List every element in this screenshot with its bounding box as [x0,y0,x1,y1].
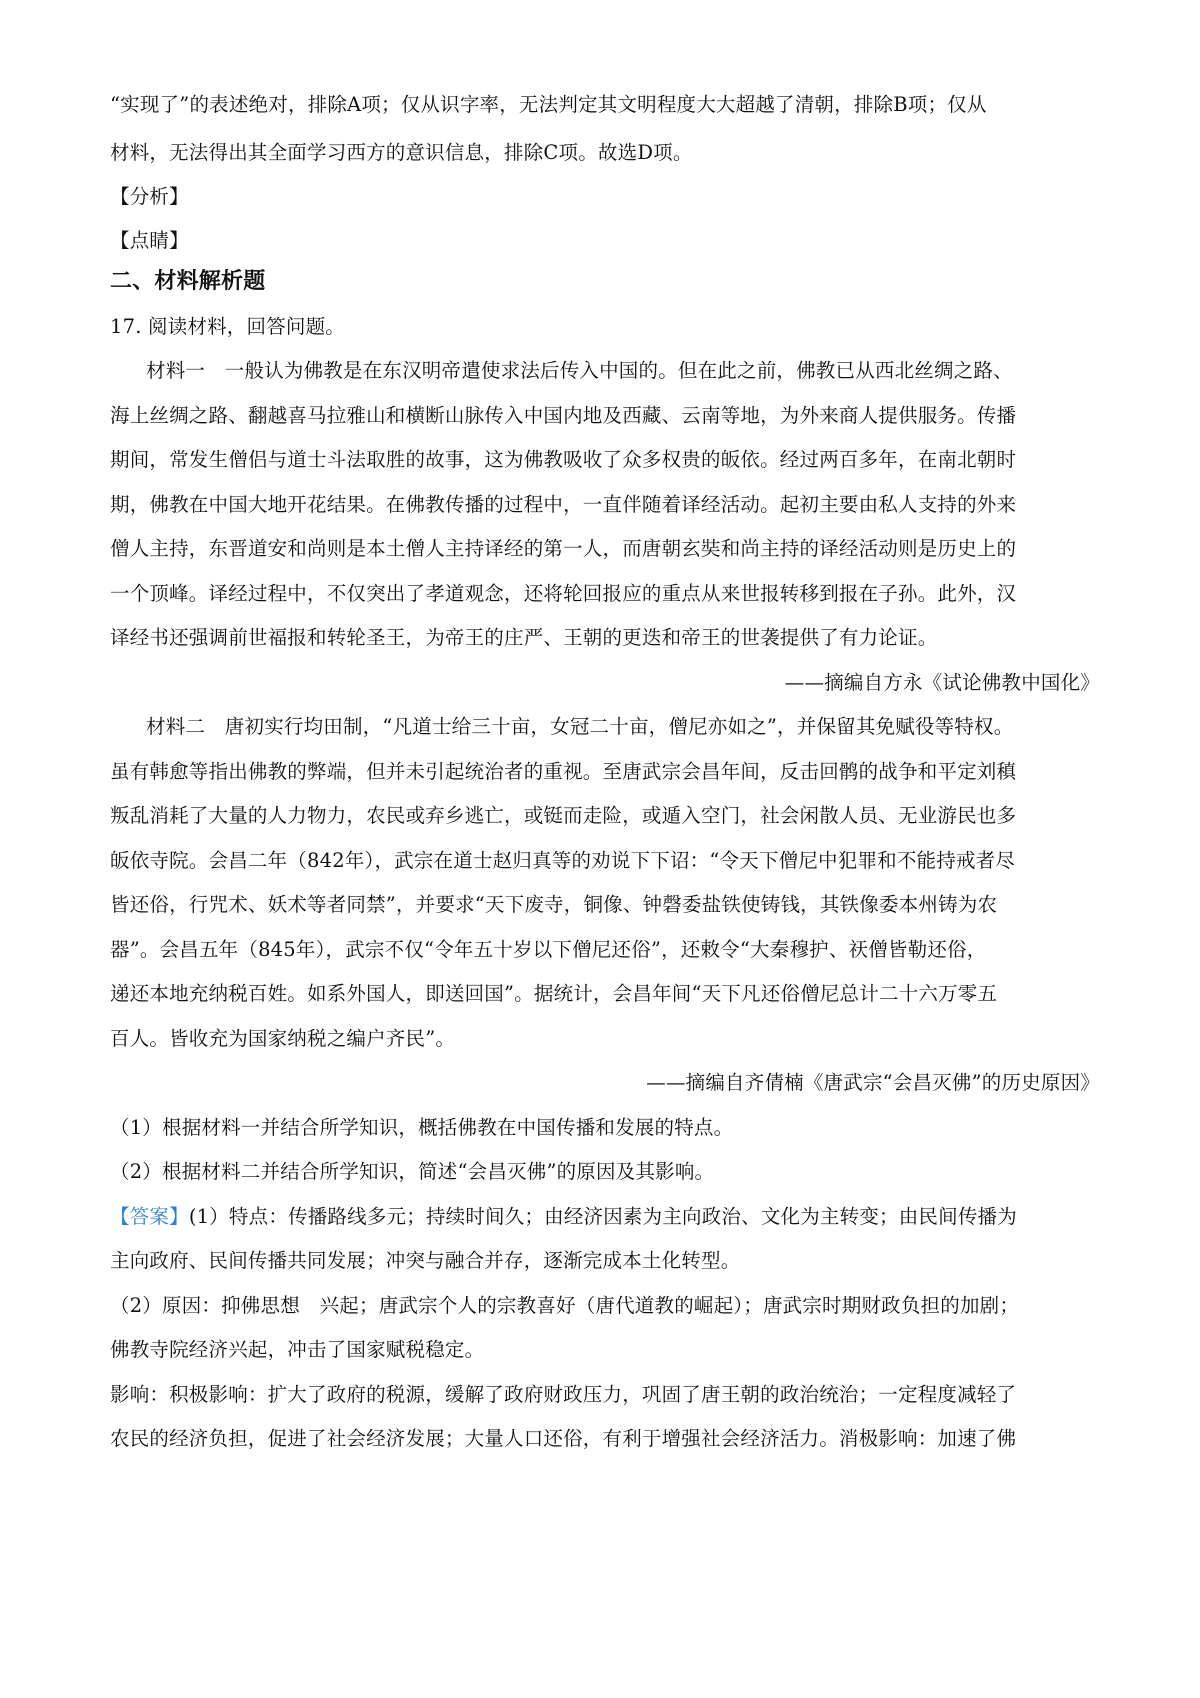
material-1-line-3: 期间，常发生僧侣与道士斗法取胜的故事，这为佛教吸收了众多权贵的皈依。经过两百多年，在南北朝时 [110,448,1017,471]
material-1-source: ——摘编自方永《试论佛教中国化》 [784,671,1100,694]
material-1-line-4: 期，佛教在中国大地开花结果。在佛教传播的过程中，一直伴随着译经活动。起初主要由私人支持的外来 [110,493,1017,516]
answer-tag: 【答案】 [110,1205,189,1228]
material-2-source: ——摘编自齐倩楠《唐武宗“会昌灭佛”的历史原因》 [646,1071,1100,1094]
analysis-label: 【分析】 [110,185,189,208]
material-2-line-3: 叛乱消耗了大量的人力物力，农民或弃乡逃亡，或铤而走险，或遁入空门，社会闲散人员、无业游民也多 [110,804,1017,827]
prev-answer-line-1: “实现了”的表述绝对，排除A项；仅从识字率，无法判定其文明程度大大超越了清朝，排除B项；仅从 [110,93,987,116]
section-title: 二、材料解析题 [110,269,266,294]
material-2-line-1: 材料二 唐初实行均田制，“凡道士给三十亩，女冠二十亩，僧尼亦如之”，并保留其免赋役等特权。 [146,715,1014,738]
material-2-line-8: 百人。皆收充为国家纳税之编户齐民”。 [110,1027,456,1050]
pointer-label: 【点睛】 [110,229,189,252]
answer-2-line-1: （2）原因：抑佛思想 兴起；唐武宗个人的宗教喜好（唐代道教的崛起）；唐武宗时期财政负担的加剧； [110,1294,1020,1317]
material-1-line-5: 僧人主持，东晋道安和尚则是本土僧人主持译经的第一人，而唐朝玄奘和尚主持的译经活动则是历史上的 [110,537,1017,560]
answer-3-line-1: 影响：积极影响：扩大了政府的税源，缓解了政府财政压力，巩固了唐王朝的政治统治；一定程度减轻了 [110,1383,1017,1406]
answer-line-1 [110,1204,1100,1230]
answer-line-2: 主向政府、民间传播共同发展；冲突与融合并存，逐渐完成本土化转型。 [110,1249,741,1272]
document-page [110,0,1100,1698]
material-2-line-7: 递还本地充纳税百姓。如系外国人，即送回国”。据统计，会昌年间“天下凡还俗僧尼总计二十六万零五 [110,982,998,1005]
answer-3-line-2: 农民的经济负担，促进了社会经济发展；大量人口还俗，有利于增强社会经济活力。消极影响：加速了佛 [110,1427,1017,1450]
material-1-line-2: 海上丝绸之路、翻越喜马拉雅山和横断山脉传入中国内地及西藏、云南等地，为外来商人提供服务。传播 [110,404,1017,427]
material-2-line-6: 器”。会昌五年（845年），武宗不仅“令年五十岁以下僧尼还俗”，还敕令“大秦穆护、祆僧皆勒还俗， [110,938,987,961]
material-1-line-1: 材料一 一般认为佛教是在东汉明帝遣使求法后传入中国的。但在此之前，佛教已从西北丝绸之路、 [146,359,1013,382]
material-1-line-6: 一个顶峰。译经过程中，不仅突出了孝道观念，还将轮回报应的重点从来世报转移到报在子孙。此外，汉 [110,582,1017,605]
prev-answer-line-2: 材料，无法得出其全面学习西方的意识信息，排除C项。故选D项。 [110,141,693,164]
answer-2-line-2: 佛教寺院经济兴起，冲击了国家赋税稳定。 [110,1338,485,1361]
sub-question-2: （2）根据材料二并结合所学知识，简述“会昌灭佛”的原因及其影响。 [110,1160,715,1183]
material-1-line-7: 译经书还强调前世福报和转轮圣王，为帝王的庄严、王朝的更迭和帝王的世袭提供了有力论证。 [110,626,938,649]
material-2-line-5: 皆还俗，行咒术、妖术等者同禁”，并要求“天下废寺，铜像、钟磬委盐铁使铸钱，其铁像委本州铸为农 [110,893,998,916]
answer-1-text: (1）特点：传播路线多元；持续时间久；由经济因素为主向政治、文化为主转变；由民间传播为 [188,1205,1017,1228]
material-2-line-2: 虽有韩愈等指出佛教的弊端，但并未引起统治者的重视。至唐武宗会昌年间，反击回鹘的战争和平定刘稹 [110,760,1017,783]
material-2-line-4: 皈依寺院。会昌二年（842年），武宗在道士赵归真等的劝说下下诏：“令天下僧尼中犯罪和不能持戒者尽 [110,849,1016,872]
sub-question-1: （1）根据材料一并结合所学知识，概括佛教在中国传播和发展的特点。 [110,1116,734,1139]
question-17-title: 17. 阅读材料，回答问题。 [110,315,346,338]
